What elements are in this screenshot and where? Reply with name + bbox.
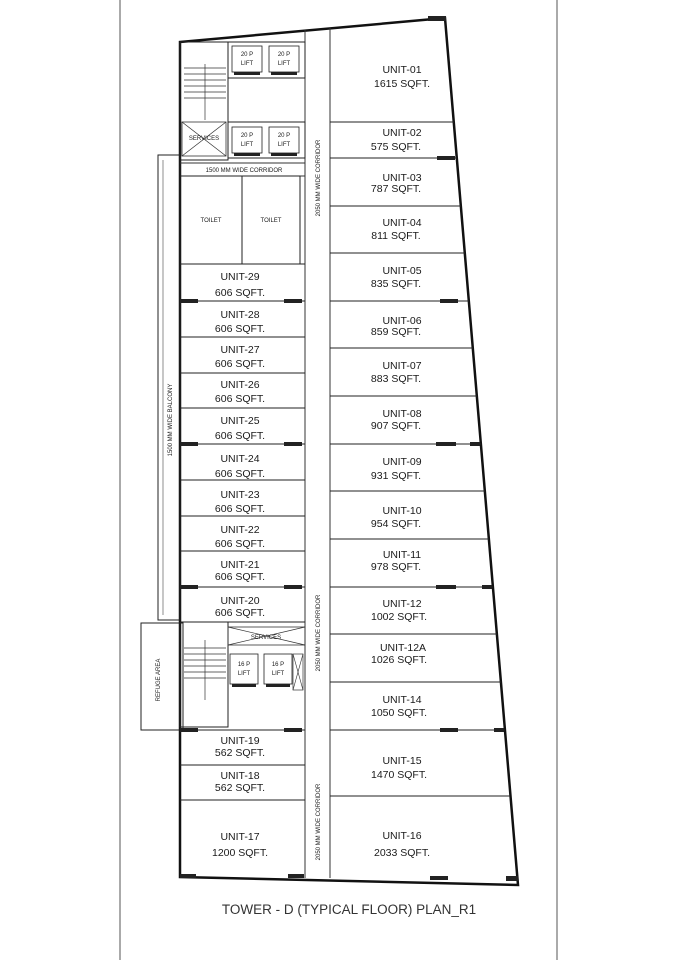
unit-area: 883 SQFT. <box>370 373 422 385</box>
unit-area: 606 SQFT. <box>214 393 266 405</box>
unit-area: 606 SQFT. <box>214 358 266 370</box>
unit-name: UNIT-18 <box>220 770 260 782</box>
south-unit-labels <box>212 735 268 859</box>
unit-area: 606 SQFT. <box>214 287 266 299</box>
lift-label-line2: LIFT <box>277 61 291 67</box>
unit-area: 954 SQFT. <box>370 518 422 530</box>
lift-label-line2: LIFT <box>277 142 291 148</box>
unit-name: UNIT-12A <box>379 642 427 654</box>
unit-area: 606 SQFT. <box>214 503 266 515</box>
unit-area: 575 SQFT. <box>370 141 422 153</box>
unit-area: 811 SQFT. <box>371 230 421 242</box>
lift-car <box>269 46 299 72</box>
unit-area: 606 SQFT. <box>214 430 266 442</box>
lift-car <box>230 654 258 684</box>
unit-name: UNIT-24 <box>220 453 260 465</box>
unit-area: 907 SQFT. <box>370 420 422 432</box>
unit-name: UNIT-25 <box>220 415 260 427</box>
corridor-2050-label-bottom: 2050 MM WIDE CORRIDOR <box>316 783 322 861</box>
unit-area: 562 SQFT. <box>214 782 266 794</box>
unit-area: 1470 SQFT. <box>370 769 428 781</box>
lift-label-line2: LIFT <box>240 142 254 148</box>
unit-area: 562 SQFT. <box>214 747 266 759</box>
lift-car <box>269 127 299 153</box>
unit-name: UNIT-29 <box>220 271 260 283</box>
unit-name: UNIT-26 <box>220 379 260 391</box>
lift-label-line1: 20 P <box>277 52 291 58</box>
unit-name: UNIT-16 <box>382 830 422 842</box>
unit-area: 606 SQFT. <box>214 607 266 619</box>
balcony-label: 1500 MM WIDE BALCONY <box>168 383 174 457</box>
lift-label-line1: 20 P <box>240 133 254 139</box>
unit-area: 978 SQFT. <box>370 561 422 573</box>
lift-car <box>232 127 262 153</box>
unit-name: UNIT-19 <box>220 735 260 747</box>
lift-label-line1: 20 P <box>240 52 254 58</box>
unit-name: UNIT-27 <box>220 344 260 356</box>
unit-area: 2033 SQFT. <box>373 847 431 859</box>
unit-area: 606 SQFT. <box>214 468 266 480</box>
unit-name: UNIT-20 <box>220 595 260 607</box>
lift-car <box>232 46 262 72</box>
corridor-1500-label: 1500 MM WIDE CORRIDOR <box>205 168 283 174</box>
unit-area: 859 SQFT. <box>370 326 422 338</box>
unit-area: 606 SQFT. <box>214 323 266 335</box>
unit-name: UNIT-17 <box>220 831 260 843</box>
refuge-area <box>141 623 183 730</box>
unit-area: 787 SQFT. <box>370 183 422 195</box>
unit-area: 1002 SQFT. <box>370 611 428 623</box>
unit-area: 835 SQFT. <box>370 278 422 290</box>
unit-name: UNIT-14 <box>382 694 422 706</box>
east-columns <box>428 16 518 881</box>
unit-name: UNIT-04 <box>382 217 422 229</box>
services-label-bottom: SERVICES <box>250 635 282 641</box>
lift-label-line2: LIFT <box>271 671 285 677</box>
refuge-area-label: REFUGE AREA <box>156 658 162 702</box>
corridor-2050-label-middle: 2050 MM WIDE CORRIDOR <box>316 594 322 672</box>
unit-name: UNIT-05 <box>382 265 422 277</box>
unit-name: UNIT-28 <box>220 309 260 321</box>
unit-name: UNIT-03 <box>382 172 422 184</box>
unit-name: UNIT-21 <box>220 559 260 571</box>
unit-area: 1026 SQFT. <box>370 654 428 666</box>
lift-label-line2: LIFT <box>240 61 254 67</box>
unit-name: UNIT-12 <box>382 598 422 610</box>
unit-name: UNIT-02 <box>382 127 422 139</box>
unit-name: UNIT-01 <box>382 64 422 76</box>
unit-name: UNIT-08 <box>382 408 422 420</box>
services-label-top: SERVICES <box>188 136 220 142</box>
corridor-2050-label-top: 2050 MM WIDE CORRIDOR <box>316 139 322 217</box>
lift-label-line2: LIFT <box>237 671 251 677</box>
unit-area: 1200 SQFT. <box>211 847 269 859</box>
west-unit-labels <box>215 271 265 619</box>
unit-name: UNIT-07 <box>382 360 422 372</box>
lift-car <box>264 654 292 684</box>
east-unit-labels <box>371 64 430 859</box>
unit-name: UNIT-23 <box>220 489 260 501</box>
unit-area: 606 SQFT. <box>214 571 266 583</box>
unit-area: 1615 SQFT. <box>373 78 431 90</box>
plan-title: TOWER - D (TYPICAL FLOOR) PLAN_R1 <box>221 902 477 917</box>
unit-area: 1050 SQFT. <box>370 707 428 719</box>
unit-name: UNIT-06 <box>382 315 422 327</box>
unit-name: UNIT-10 <box>382 505 422 517</box>
unit-name: UNIT-11 <box>382 549 422 561</box>
lift-label-line1: 20 P <box>277 133 291 139</box>
unit-name: UNIT-22 <box>220 524 260 536</box>
unit-name: UNIT-09 <box>382 456 422 468</box>
lift-label-line1: 16 P <box>237 662 251 668</box>
unit-area: 931 SQFT. <box>370 470 422 482</box>
toilet-label: TOILET <box>200 218 222 224</box>
unit-area: 606 SQFT. <box>214 538 266 550</box>
toilet-label: TOILET <box>260 218 282 224</box>
unit-name: UNIT-15 <box>382 755 422 767</box>
lift-label-line1: 16 P <box>271 662 285 668</box>
